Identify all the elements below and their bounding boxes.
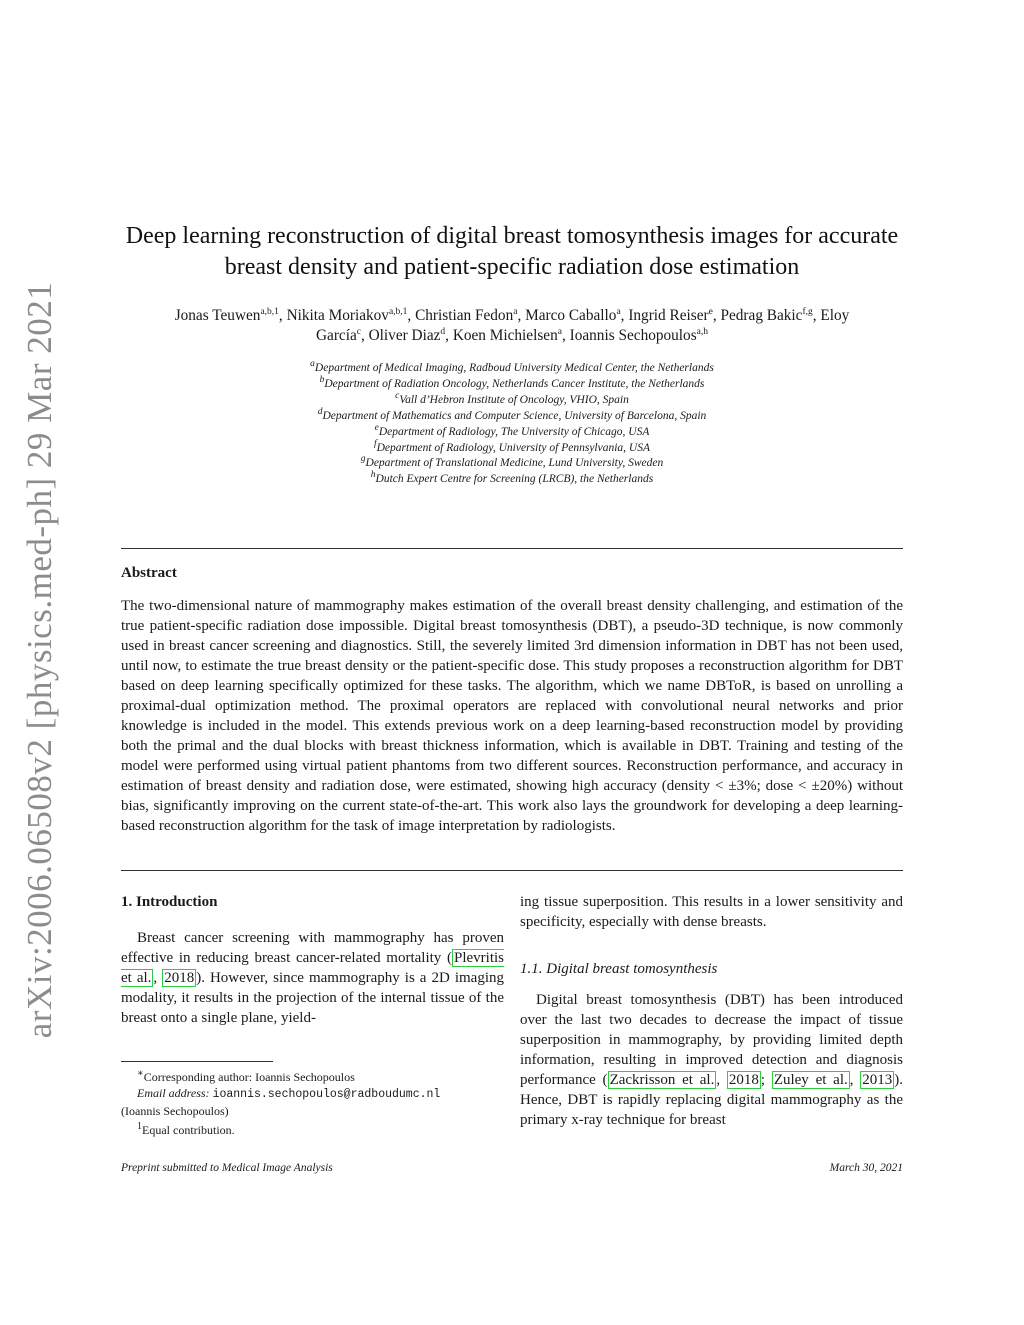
author-name: Nikita Moriakov (286, 307, 389, 324)
affiliation: $^d$Department of Mathematics and Computer Science, University of Barcelona, Spain (317, 406, 707, 422)
abstract-heading: Abstract (121, 565, 177, 581)
title-line-1: Deep learning reconstruction of digital breast tomosynthesis images for accurate (125, 223, 899, 249)
affiliation: $^h$Dutch Expert Centre for Screening (LRCB), the Netherlands (370, 470, 654, 486)
intro-continuation: ing tissue superposition. This results in a lower sensitivity and specificity, especially with dense breasts. (520, 894, 903, 930)
author-name: Christian Fedon (415, 307, 514, 324)
citation-link[interactable]: 2013 (862, 1072, 893, 1088)
author-sup: a (616, 306, 621, 317)
footnote-equal: $^1$Equal contribution. (137, 1121, 235, 1137)
affiliation: $^c$Vall d’Hebron Institute of Oncology, VHIO, Spain (395, 390, 629, 406)
affiliation: $^e$Department of Radiology, The University of Chicago, USA (374, 422, 650, 438)
footnotes (121, 1066, 504, 1138)
citation-link[interactable]: Zackrisson et al. (609, 1072, 715, 1088)
author-sup: e (708, 306, 713, 317)
citation-link[interactable]: 2018 (728, 1072, 759, 1088)
author-name: Jonas Teuwen (174, 307, 261, 324)
affiliation: $^g$Department of Translational Medicine, Lund University, Sweden (360, 454, 664, 470)
author-name: Marco Caballo (525, 307, 617, 324)
author-sup: a,h (696, 326, 709, 337)
subsection-heading-dbt: 1.1. Digital breast tomosynthesis (520, 961, 718, 977)
affiliation: $^b$Department of Radiation Oncology, Netherlands Cancer Institute, the Netherlands (319, 375, 705, 390)
author-sup: f,g (802, 306, 813, 317)
citation-link[interactable]: Zuley et al. (773, 1072, 848, 1088)
abstract-top-rule (121, 548, 903, 549)
author-name: Koen Michielsen (452, 327, 558, 344)
email-link[interactable]: ioannis.sechopoulos@radboudumc.nl (212, 1088, 441, 1101)
footnote-rule (121, 1061, 273, 1062)
section-heading-introduction: 1. Introduction (121, 894, 218, 910)
paper-title (110, 221, 914, 283)
author-sup: a (513, 306, 518, 317)
left-column (121, 892, 504, 1028)
right-column (520, 892, 903, 1130)
dbt-paragraph: Digital breast tomosynthesis (DBT) has been introduced over the last two decades to decrease the impact of tissue superposition in mammography, by providing limited depth information, resulting in improved detection and diagnosis performance ( Zackrisson et al. , 2018 ; Zuley et al. , 2013 ). Hence, DBT is rapidly replacing digital mammography as the primary x-ray technique for breast (520, 992, 904, 1128)
author-name: Pedrag Bakic (720, 307, 803, 324)
author-sup: a,b,1 (388, 306, 408, 317)
citation-link[interactable]: Plevritis et al. (121, 950, 504, 986)
footnote-email: Email address: ioannis.sechopoulos@radboudumc.nl (137, 1086, 441, 1101)
author-sup: c (356, 326, 361, 337)
author-name: Ingrid Reiser (628, 307, 709, 324)
affiliation: $^a$Department of Medical Imaging, Radboud University Medical Center, the Netherlands (310, 359, 714, 374)
title-line-2: breast density and patient-specific radiation dose estimation (224, 254, 800, 280)
author-sup: a (557, 326, 562, 337)
author-sup: a,b,1 (260, 306, 279, 317)
footer-journal: Preprint submitted to Medical Image Analysis (121, 1162, 333, 1174)
citation-link[interactable]: 2018 (164, 970, 195, 986)
abstract-bottom-rule (121, 870, 903, 871)
footer-date: March 30, 2021 (829, 1162, 903, 1174)
abstract-text: The two-dimensional nature of mammography makes estimation of the overall breast density challenging, and estimation of the true patient-specific radiation dose impossible. Digital breast tomosynthesis (DBT), a pseudo-3D technique, is now commonly used in breast cancer screening and diagnostics. Still, the severely limited 3rd dimension information in DBT has not been used, until now, to estimate the true breast density or the patient-specific dose. This study proposes a reconstruction algorithm for DBT based on deep learning specifically optimized for these tasks. The algorithm, which we name DBToR, is based on unrolling a proximal-dual optimization method. The proximal operators are replaced with convolutional neural networks and prior knowledge is included in the model. This extends previous work on a deep learning-based reconstruction model by providing both the primal and the dual blocks with breast thickness information, which is available in DBT. Training and testing of the model were performed using virtual patient phantoms from two different sources. Reconstruction performance, and accuracy in estimation of breast density and radiation dose, were estimated, showing high accuracy (density < ±3%; dose < ±20%) without bias, significantly improving on the current state-of-the-art. This work also lays the groundwork for developing a deep learning-based reconstruction algorithm for the task of image interpretation by radiologists. (121, 598, 903, 834)
arxiv-stamp-text: arXiv:2006.06508v2 [physics.med-ph] 29 Mar 2021 (20, 281, 59, 1039)
arxiv-stamp (20, 281, 59, 1039)
affiliation-list (120, 361, 904, 488)
author-list: Jonas Teuwen$^{a,b,1}$, Nikita Moriakov$^{a,b,1}$, Christian Fedon$^a$, Marco Caballo$^a$, Ingrid Reiser$^e$, Pedrag Bakic$^{f,g}$, Eloy García$^c$, Oliver Diaz$^d$, Koen Michielsen$^a$, Ioannis Sechopoulos$^{a,h}$ (174, 306, 850, 344)
intro-paragraph: Breast cancer screening with mammography has proven effective in reducing breast cancer-related mortality ( Plevritis et al. , 2018 ). However, since mammography is a 2D imaging modality, it results in the projection of the internal tissue of the breast onto a single plane, yield- (121, 930, 504, 1026)
author-name: Oliver Diaz (368, 327, 441, 344)
author-name: Ioannis Sechopoulos (569, 327, 697, 344)
affiliation: $^f$Department of Radiology, University of Pennsylvania, USA (373, 438, 651, 454)
footnote-corresponding: ∗Corresponding author: Ioannis Sechopoulos (137, 1068, 355, 1084)
author-sup: d (440, 326, 446, 337)
footnote-email-name: (Ioannis Sechopoulos) (121, 1104, 229, 1118)
